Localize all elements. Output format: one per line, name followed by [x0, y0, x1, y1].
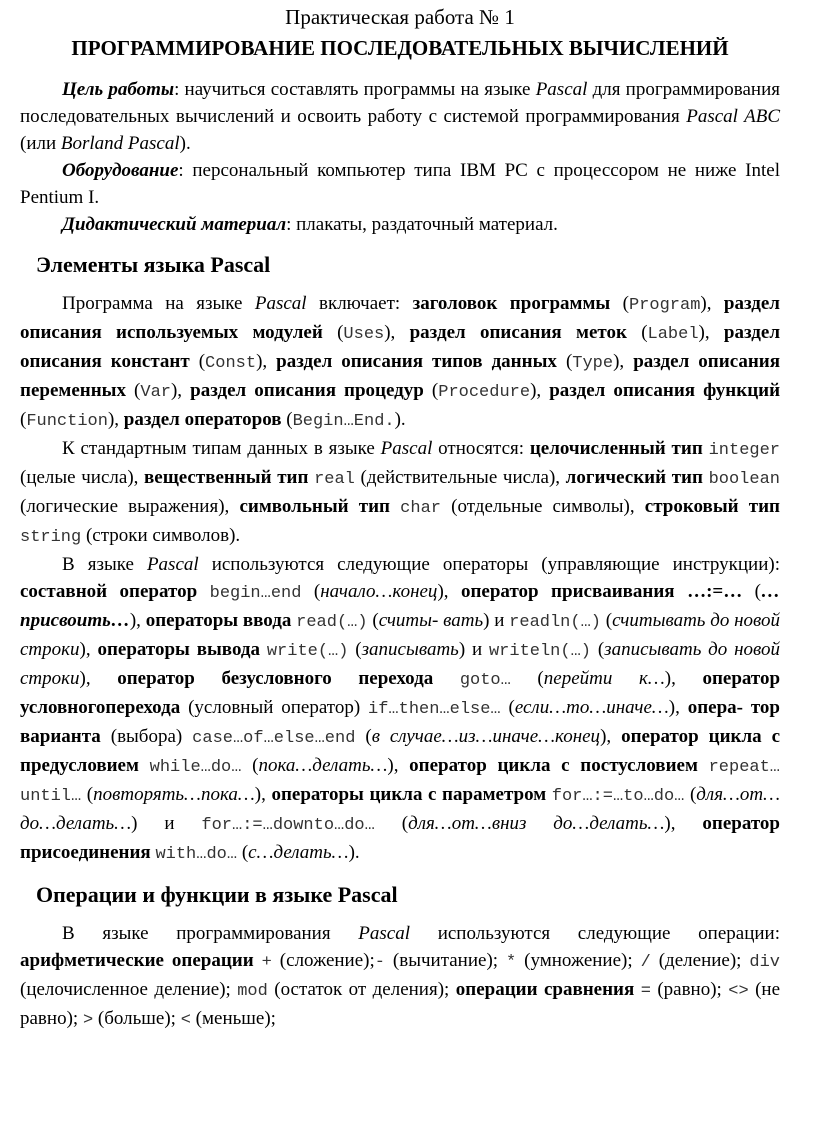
text-run: оператор присваивания [460, 581, 675, 602]
code-span: / [640, 953, 651, 972]
code-span: real [314, 470, 355, 489]
text-run: ( [281, 409, 293, 430]
text-run: ( [301, 581, 321, 602]
code-span: <> [728, 982, 749, 1001]
text-run: Pascal [254, 293, 307, 314]
text-run: ( [626, 322, 648, 343]
text-run: ( [237, 842, 249, 863]
text-run: ( [322, 322, 344, 343]
text-run: операции сравнения [455, 979, 635, 1000]
text-run: ), [668, 697, 688, 718]
text-run: считы- вать [378, 610, 484, 631]
text-run: ), [613, 351, 634, 372]
text-run: Pascal [535, 79, 588, 100]
text-run: с…делать… [248, 842, 349, 863]
text-run: (строки символов). [81, 525, 241, 546]
text-run: строковый тип [644, 496, 780, 517]
section-heading-operations: Операции и функции в языке Pascal [36, 882, 398, 907]
text-run: (равно); [650, 979, 729, 1000]
text-run: ), [79, 639, 98, 660]
text-run: операторы вывода [97, 639, 261, 660]
text-run: раздел описания типов данных [276, 351, 557, 372]
text-run: ( [355, 726, 372, 747]
text-run: ), [256, 351, 277, 372]
paragraph [20, 290, 780, 435]
code-span: < [180, 1011, 191, 1030]
text-run: логический тип [565, 467, 703, 488]
text-run: включает: [306, 293, 413, 314]
text-run: ( [556, 351, 573, 372]
text-run: (выбора) [100, 726, 193, 747]
text-run: записывать до новой строки [20, 639, 781, 689]
paragraph [20, 211, 780, 238]
text-run: ), [129, 610, 146, 631]
text-run: раздел описания процедур [190, 380, 424, 401]
text-run: ), [107, 409, 124, 430]
text-run: ), [664, 668, 703, 689]
text-run: (условный оператор) [180, 697, 369, 718]
text-run: записывать [361, 639, 459, 660]
text-run: арифметические операции [20, 950, 254, 971]
text-run: считывать до новой строки [20, 610, 781, 660]
text-run: для программирования последовательных вычислений и освоить работу с системой программирования [20, 79, 780, 127]
paragraph [20, 920, 780, 1034]
code-span: char [400, 499, 441, 518]
text-run: опера- тор варианта [20, 697, 780, 747]
text-run: ( [367, 610, 379, 631]
text-run [260, 639, 267, 660]
text-run: ( [20, 409, 27, 430]
code-span: while…do… [149, 758, 242, 777]
code-span: string [20, 528, 82, 547]
text-run: ( [374, 813, 409, 834]
text-run: ), [384, 322, 410, 343]
code-span: * [506, 953, 517, 972]
section-elements-body [20, 290, 780, 868]
text-run: ( [189, 351, 206, 372]
text-run: …:=… [687, 581, 743, 602]
text-run: перейти к… [543, 668, 665, 689]
text-run: …присвоить… [20, 581, 781, 631]
code-span: read(…) [296, 613, 368, 632]
text-run: (умножение); [516, 950, 641, 971]
text-run: для…от…до…делать… [20, 784, 781, 834]
text-run: оператор безусловного перехода [117, 668, 434, 689]
text-run: операторы цикла с параметром [271, 784, 547, 805]
text-run: (действительные числа), [354, 467, 566, 488]
text-run: ( [510, 668, 544, 689]
text-run: оператор цикла с предусловием [20, 726, 781, 776]
text-run: Оборудование [62, 160, 179, 181]
code-span: for…:=…downto…do… [201, 816, 375, 835]
text-run: ), [664, 813, 703, 834]
text-run: в случае…из…иначе…конец [371, 726, 601, 747]
text-run: (вычитание); [384, 950, 506, 971]
code-span: Function [26, 412, 108, 431]
code-span: = [640, 982, 651, 1001]
text-run [698, 755, 709, 776]
practical-work-number: Практическая работа № 1 [285, 5, 515, 29]
text-run: Дидактический материал [62, 214, 287, 235]
text-run: Pascal ABC [686, 106, 780, 127]
text-run: (целые числа), [20, 467, 145, 488]
code-span: Procedure [438, 383, 531, 402]
text-run: Pascal [380, 438, 433, 459]
code-span: case…of…else…end [192, 729, 356, 748]
code-span: for…:=…to…do… [551, 787, 685, 806]
intro-block [20, 76, 780, 238]
text-run: (меньше); [190, 1008, 276, 1029]
text-run: повторять…пока… [93, 784, 255, 805]
text-run: (логические выражения), [20, 496, 240, 517]
code-span: readln(…) [509, 613, 601, 632]
text-run: (сложение); [271, 950, 375, 971]
text-run: Pascal [358, 923, 410, 944]
code-span: div [749, 953, 780, 972]
text-run: используются следующие операции: [410, 923, 780, 944]
text-run: Borland Pascal [60, 133, 180, 154]
text-run: (или [20, 133, 61, 154]
text-run: : научиться составлять программы на языке [174, 79, 536, 100]
section-heading-elements: Элементы языка Pascal [36, 252, 271, 277]
document-title: ПРОГРАММИРОВАНИЕ ПОСЛЕДОВАТЕЛЬНЫХ ВЫЧИСЛЕНИЙ [71, 36, 729, 60]
code-span: goto… [459, 671, 511, 690]
code-span: mod [237, 982, 268, 1001]
text-run: ( [241, 755, 259, 776]
text-run: раздел описания переменных [20, 351, 781, 401]
text-run: ) и [458, 639, 489, 660]
text-run: (остаток от деления); [267, 979, 456, 1000]
text-run: операторы ввода [145, 610, 292, 631]
text-run: ( [742, 581, 762, 602]
text-run: целочисленный тип [529, 438, 703, 459]
text-run: ). [394, 409, 406, 430]
text-run [139, 755, 150, 776]
text-run: Программа на языке [62, 293, 255, 314]
text-run: используются следующие операторы (управляющие инструкции): [198, 554, 781, 575]
text-run: ) и [131, 813, 202, 834]
code-span: if…then…else… [368, 700, 501, 719]
code-span: Uses [343, 325, 385, 344]
text-run: ). [179, 133, 191, 154]
text-run: ), [170, 380, 191, 401]
code-span: Const [205, 354, 257, 373]
text-run: Pascal [146, 554, 199, 575]
text-run: если…то…иначе… [514, 697, 669, 718]
text-run: ). [348, 842, 360, 863]
paragraph [20, 76, 780, 157]
text-run: ), [79, 668, 118, 689]
text-run: ), [700, 293, 724, 314]
text-run: раздел операторов [123, 409, 282, 430]
text-run: для…от…вниз до…делать… [408, 813, 665, 834]
text-run: ( [684, 784, 697, 805]
text-run: : персональный компьютер типа IBM PC с процессором не ниже Intel Pentium I. [20, 160, 780, 208]
text-run: (деление); [650, 950, 750, 971]
text-run: раздел описания меток [409, 322, 627, 343]
text-run: оператор присоединения [20, 813, 780, 863]
text-run: (целочисленное деление); [20, 979, 238, 1000]
text-run [675, 581, 687, 602]
text-run: (отдельные символы), [440, 496, 645, 517]
text-run: ), [437, 581, 461, 602]
text-run: ), [254, 784, 272, 805]
text-run: ( [601, 610, 613, 631]
text-run [254, 950, 262, 971]
code-span: Begin…End. [292, 412, 395, 431]
paragraph [20, 435, 780, 551]
text-run: составной оператор [20, 581, 198, 602]
text-run: В языке [62, 554, 147, 575]
text-run: Цель работы [62, 79, 175, 100]
code-span: Var [140, 383, 171, 402]
text-run: (не равно); [20, 979, 781, 1029]
code-span: begin…end [209, 584, 302, 603]
code-span: boolean [708, 470, 780, 489]
code-span: Label [647, 325, 699, 344]
document-page [20, 4, 780, 1034]
text-run: ), [530, 380, 550, 401]
text-run: ( [500, 697, 515, 718]
document-header [20, 4, 780, 60]
code-span: writeln(…) [488, 642, 591, 661]
text-run: В языке программирования [62, 923, 359, 944]
text-run: раздел описания функций [549, 380, 781, 401]
text-run: ( [610, 293, 629, 314]
code-span: Program [628, 296, 701, 315]
code-span: > [82, 1011, 94, 1030]
text-run [433, 668, 460, 689]
text-run: ), [387, 755, 410, 776]
text-run: ( [125, 380, 141, 401]
text-run: К стандартным типам данных в языке [62, 438, 381, 459]
code-span: repeat…until… [20, 758, 781, 806]
code-span: - [374, 953, 385, 972]
text-run: ( [348, 639, 362, 660]
text-run: оператор условногоперехода [20, 668, 781, 718]
text-run: ( [423, 380, 439, 401]
text-run: (больше); [93, 1008, 181, 1029]
text-run: вещественный тип [144, 467, 309, 488]
code-span: integer [708, 441, 781, 460]
code-span: with…do… [155, 845, 238, 864]
text-run: ), [600, 726, 622, 747]
paragraph [20, 157, 780, 211]
section-operations-body [20, 920, 780, 1034]
text-run: раздел описания используемых модулей [20, 293, 780, 343]
text-run [197, 581, 209, 602]
text-run: заголовок программы [412, 293, 611, 314]
text-run: символьный тип [239, 496, 390, 517]
text-run: пока…делать… [258, 755, 388, 776]
text-run: : плакаты, раздаточный материал. [286, 214, 558, 235]
text-run: относятся: [432, 438, 530, 459]
text-run: ( [81, 784, 94, 805]
text-run: начало…конец [320, 581, 438, 602]
text-run: раздел описания констант [20, 322, 780, 372]
code-span: write(…) [266, 642, 349, 661]
text-run: ) и [483, 610, 510, 631]
paragraph [20, 551, 780, 868]
text-run: оператор цикла с постусловием [409, 755, 698, 776]
text-run [390, 496, 400, 517]
text-run: ( [591, 639, 605, 660]
text-run: ), [698, 322, 724, 343]
code-span: Type [572, 354, 614, 373]
code-span: + [261, 953, 272, 972]
